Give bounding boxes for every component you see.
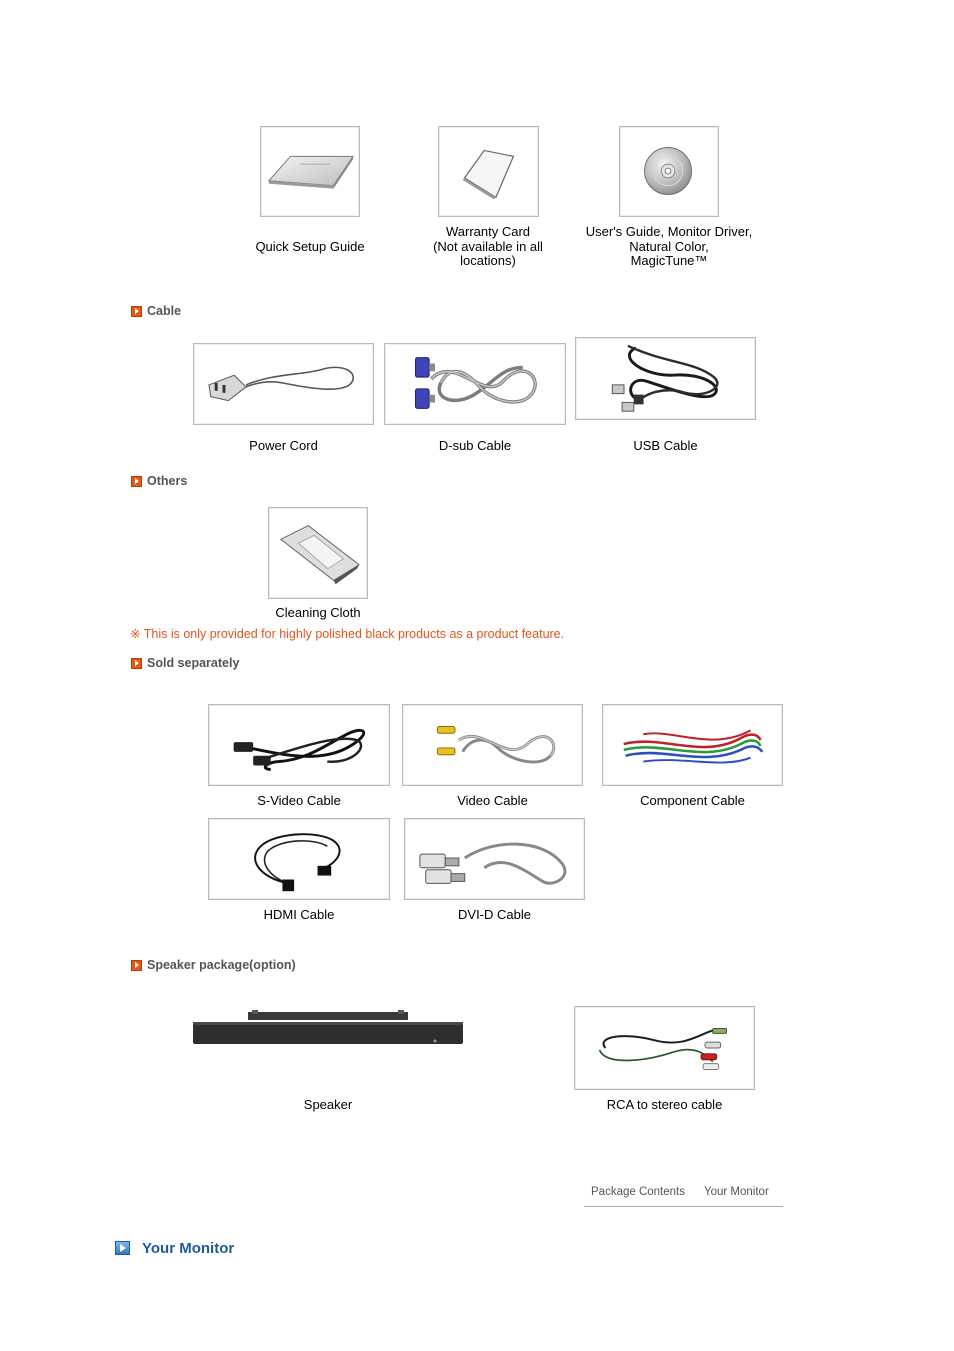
usb-cable-icon	[576, 338, 755, 419]
section-bullet-icon	[131, 960, 142, 971]
cd-disc-label	[579, 225, 759, 269]
component-cable-image	[602, 704, 783, 786]
s-video-cable-icon	[209, 705, 389, 785]
your-monitor-heading	[115, 1240, 234, 1256]
speaker-image	[192, 1008, 464, 1048]
hdmi-cable-icon	[209, 819, 389, 899]
section-heading-cable	[131, 304, 181, 318]
cleaning-cloth-icon	[269, 508, 367, 598]
warranty-card-label	[408, 225, 568, 269]
video-cable-image	[402, 704, 583, 786]
dvi-d-cable-icon	[405, 819, 584, 899]
warranty-card-label-line-3: locations)	[460, 253, 516, 268]
warranty-card-image	[438, 126, 539, 217]
warranty-card-icon	[439, 127, 538, 216]
cd-disc-label-line-2: Natural Color,	[629, 238, 709, 254]
nav-link-package-contents[interactable]: Package Contents	[591, 1186, 685, 1198]
video-cable-label: Video Cable	[457, 793, 528, 808]
section-heading-cable-text: Cable	[147, 304, 182, 318]
s-video-cable-label: S-Video Cable	[257, 793, 341, 808]
dvi-d-cable-label: DVI-D Cable	[458, 907, 531, 922]
page-nav	[584, 1186, 783, 1207]
dsub-cable-label: D-sub Cable	[438, 438, 512, 453]
cleaning-cloth-label: Cleaning Cloth	[275, 605, 361, 620]
component-cable-label: Component Cable	[640, 793, 745, 808]
rca-stereo-cable-icon	[575, 1007, 754, 1089]
quick-setup-guide-icon	[261, 127, 359, 216]
s-video-cable-image	[208, 704, 390, 786]
section-bullet-icon	[131, 306, 142, 317]
power-cord-icon	[194, 344, 373, 424]
note-mark: ※	[130, 627, 141, 641]
warranty-card-label-line-2: (Not available in all	[433, 238, 543, 254]
usb-cable-image	[575, 337, 756, 420]
dsub-cable-icon	[385, 344, 565, 424]
section-heading-speaker-package	[131, 958, 296, 972]
section-bullet-icon	[131, 476, 142, 487]
cd-disc-image	[619, 126, 719, 217]
rca-stereo-cable-image	[574, 1006, 755, 1090]
cleaning-cloth-image	[268, 507, 368, 599]
hdmi-cable-image	[208, 818, 390, 900]
nav-link-your-monitor[interactable]: Your Monitor	[704, 1186, 769, 1198]
play-arrow-icon	[115, 1241, 130, 1255]
section-heading-others-text: Others	[147, 474, 188, 488]
component-cable-icon	[603, 705, 782, 785]
cd-disc-label-line-3: MagicTune™	[630, 253, 708, 268]
power-cord-image	[193, 343, 374, 425]
dsub-cable-image	[384, 343, 566, 425]
warranty-card-label-line-1: Warranty Card	[445, 224, 531, 239]
section-bullet-icon	[131, 658, 142, 669]
cd-disc-icon	[620, 127, 718, 216]
your-monitor-heading-text: Your Monitor	[142, 1239, 235, 1257]
feature-note	[130, 626, 564, 641]
speaker-bar-icon	[192, 1008, 464, 1048]
hdmi-cable-label: HDMI Cable	[263, 907, 335, 922]
dvi-d-cable-image	[404, 818, 585, 900]
section-heading-speaker-package-text: Speaker package(option)	[147, 958, 296, 972]
speaker-label: Speaker	[303, 1097, 353, 1112]
section-heading-sold-separately	[131, 656, 239, 670]
power-cord-label: Power Cord	[249, 438, 318, 453]
section-heading-others	[131, 474, 187, 488]
quick-setup-guide-image	[260, 126, 360, 217]
rca-stereo-cable-label: RCA to stereo cable	[606, 1097, 723, 1112]
video-cable-icon	[403, 705, 582, 785]
note-text: This is only provided for highly polished black products as a product feature.	[143, 627, 565, 641]
usb-cable-label: USB Cable	[633, 438, 698, 453]
cd-disc-label-line-1: User's Guide, Monitor Driver,	[585, 224, 753, 239]
quick-setup-guide-label: Quick Setup Guide	[255, 239, 365, 254]
section-heading-sold-separately-text: Sold separately	[147, 656, 240, 670]
